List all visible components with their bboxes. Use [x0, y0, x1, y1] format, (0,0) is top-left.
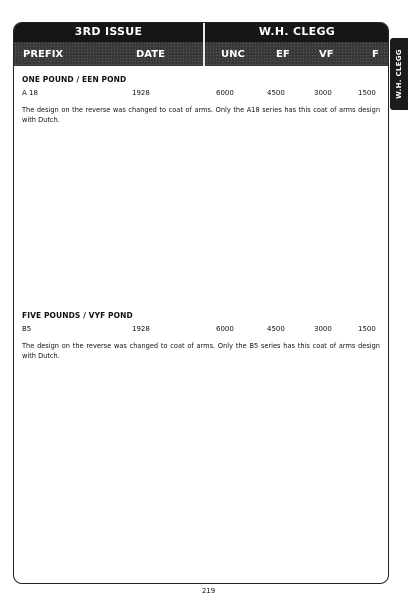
table-row: [22, 89, 382, 100]
column-header-unc: UNC: [221, 49, 245, 60]
side-tab-label: W.H. CLEGG: [395, 49, 403, 99]
row-prefix: B5: [22, 325, 32, 333]
column-header-vf: VF: [319, 49, 334, 60]
side-tab: [390, 38, 408, 110]
row-date: 1928: [132, 89, 150, 97]
row-ef: 4500: [267, 89, 285, 97]
row-f: 1500: [358, 89, 376, 97]
section-title: ONE POUND / EEN POND: [22, 75, 127, 84]
column-header-date: DATE: [136, 49, 165, 60]
issue-title: 3RD ISSUE: [74, 25, 143, 38]
section-description: The design on the reverse was changed to coat of arms. Only the B5 series has this coat of arms design with Dutch.: [22, 342, 380, 360]
row-unc: 6000: [216, 89, 234, 97]
section-five-pounds: [22, 311, 382, 361]
signatory-title: W.H. CLEGG: [258, 25, 336, 38]
column-header-prefix: PREFIX: [23, 49, 64, 60]
column-header-f: F: [372, 49, 379, 60]
table-row: [22, 325, 382, 336]
page-frame: [13, 22, 389, 584]
row-f: 1500: [358, 325, 376, 333]
column-header-ef: EF: [276, 49, 290, 60]
page-number: 219: [201, 587, 216, 595]
section-description: The design on the reverse was changed to coat of arms. Only the A18 series has this coat of arms design with Dutch.: [22, 106, 380, 124]
row-vf: 3000: [314, 325, 332, 333]
row-ef: 4500: [267, 325, 285, 333]
row-unc: 6000: [216, 325, 234, 333]
row-vf: 3000: [314, 89, 332, 97]
row-prefix: A 18: [22, 89, 38, 97]
section-title: FIVE POUNDS / VYF POND: [22, 311, 133, 320]
section-one-pound: [22, 75, 382, 125]
row-date: 1928: [132, 325, 150, 333]
